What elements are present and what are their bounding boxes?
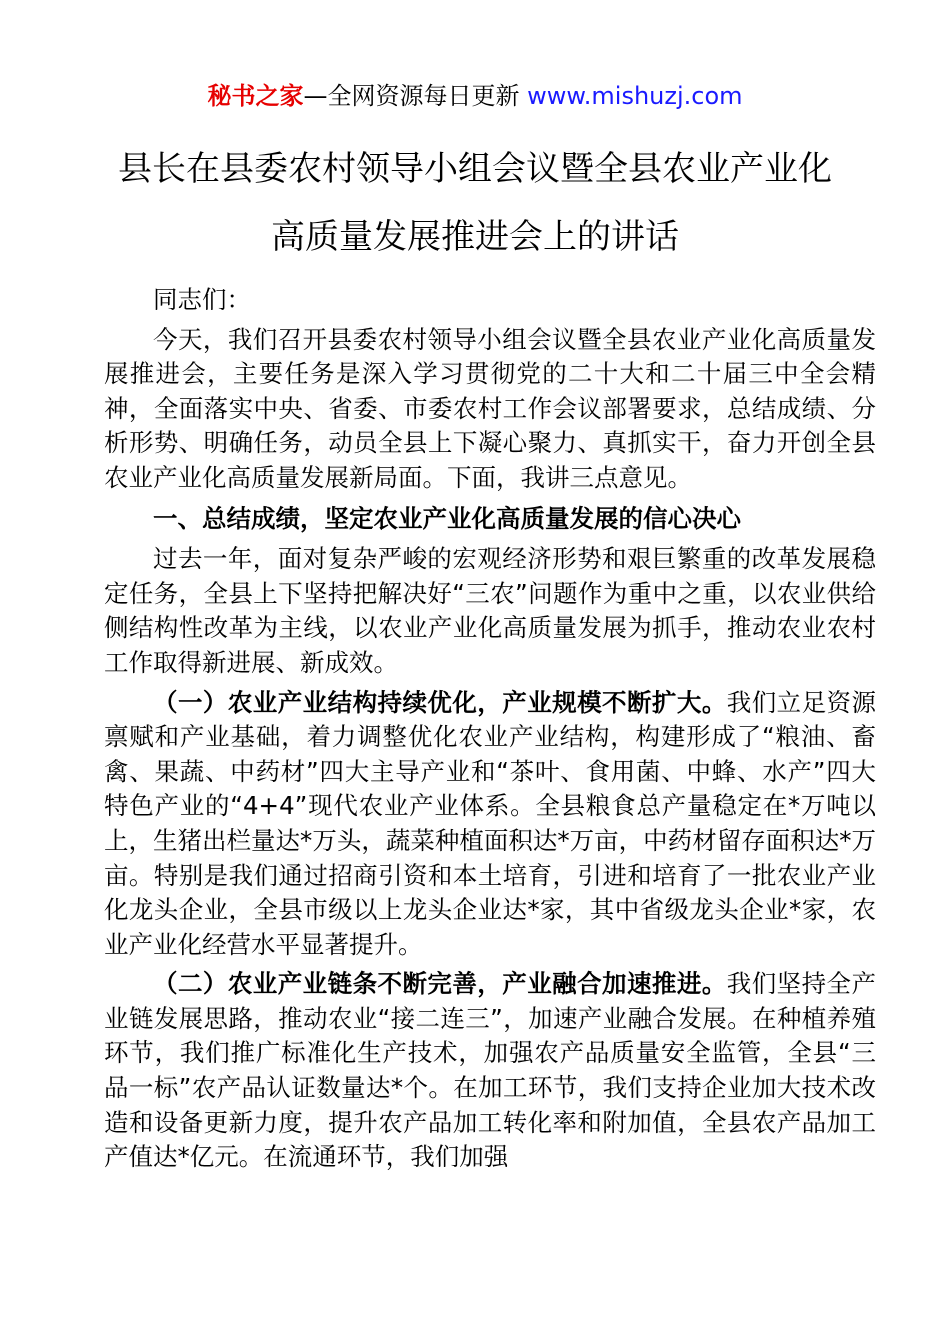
brand-name: 秘书之家 <box>207 82 304 110</box>
point-2-text: 我们坚持全产业链发展思路，推动农业“接二连三”，加速产业融合发展。在种植养殖环节，我们推广标准化生产技术，加强农产品质量安全监管，全县“三品一标”农产品认证数量达*个。在加工环节，我们支持企业加大技术改造和设备更新力度，提升农产品加工转化率和附加值，全县农产品加工产值达*亿元。在流通环节，我们加强 <box>104 969 876 1172</box>
document-body <box>104 283 876 1175</box>
site-url[interactable]: www.mishuzj.com <box>527 82 743 110</box>
point-2-heading: （二）农业产业链条不断完善，产业融合加速推进。 <box>153 969 727 999</box>
salutation: 同志们： <box>153 285 251 314</box>
section-1-intro-paragraph: 过去一年，面对复杂严峻的宏观经济形势和艰巨繁重的改革发展稳定任务，全县上下坚持把解决好“三农”问题作为重中之重，以农业供给侧结构性改革为主线，以农业产业化高质量发展为抓手，推动农业农村工作取得新进展、新成效。 <box>104 544 876 677</box>
point-1-heading: （一）农业产业结构持续优化，产业规模不断扩大。 <box>153 687 727 717</box>
site-header <box>0 80 950 112</box>
header-tagline: —全网资源每日更新 <box>303 82 528 110</box>
intro-paragraph: 今天，我们召开县委农村领导小组会议暨全县农业产业化高质量发展推进会，主要任务是深入学习贯彻党的二十大和二十届三中全会精神，全面落实中央、省委、市委农村工作会议部署要求，总结成绩、分析形势、明确任务，动员全县上下凝心聚力、真抓实干，奋力开创全县农业产业化高质量发展新局面。下面，我讲三点意见。 <box>104 324 876 492</box>
document-title-line-1: 县长在县委农村领导小组会议暨全县农业产业化 <box>118 149 832 189</box>
section-1-heading: 一、总结成绩，坚定农业产业化高质量发展的信心决心 <box>153 503 741 533</box>
point-1-text: 我们立足资源禀赋和产业基础，着力调整优化农业产业结构，构建形成了“粮油、畜禽、果蔬、中药材”四大主导产业和“茶叶、食用菌、中蜂、水产”四大特色产业的“4+4”现代农业产业体系。全县粮食总产量稳定在*万吨以上，生猪出栏量达*万头，蔬菜种植面积达*万亩，中药材留存面积达*万亩。特别是我们通过招商引资和本土培育，引进和培育了一批农业产业化龙头企业，全县市级以上龙头企业达*家，其中省级龙头企业*家，农业产业化经营水平显著提升。 <box>104 687 876 959</box>
document-title-line-2: 高质量发展推进会上的讲话 <box>271 217 679 257</box>
point-2-paragraph <box>104 967 876 1175</box>
point-1-paragraph <box>104 686 876 963</box>
